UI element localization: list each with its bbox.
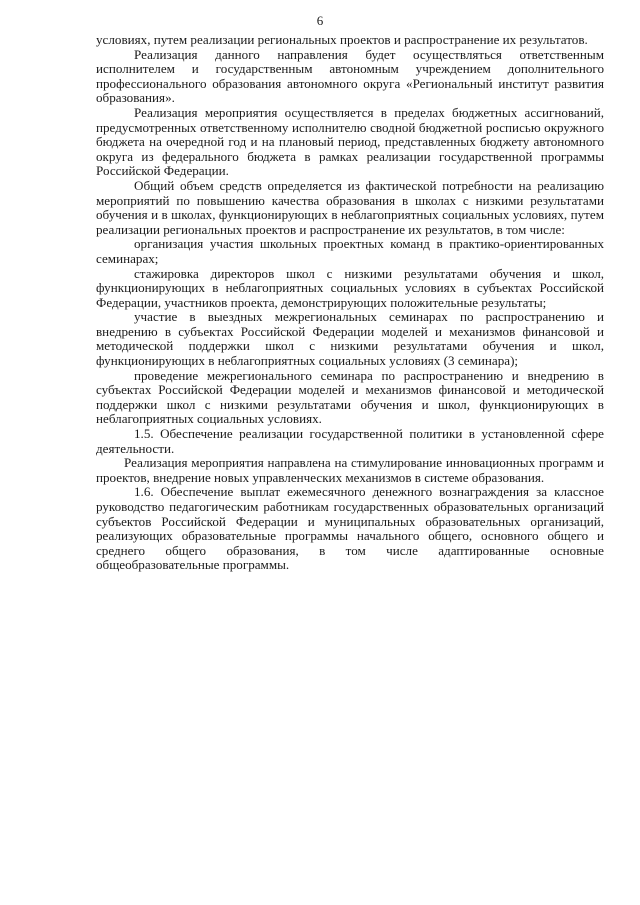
document-body: [96, 33, 604, 573]
page-number: 6: [316, 13, 324, 28]
paragraph: условиях, путем реализации региональных проектов и распространение их результатов.: [96, 32, 588, 47]
list-item: проведение межрегионального семинара по распространению и внедрению в субъектах Российской Федерации моделей и механизмов финансовой и методической поддержки школ с низкими результатами обучения и школ, функционирующих в неблагоприятных социальных условиях.: [96, 367, 604, 427]
list-item: участие в выездных межрегиональных семинарах по распространению и внедрению в субъектах Российской Федерации моделей и механизмов финансовой и методической поддержки школ с низкими результатами обучения и школ, функционирующих в неблагоприятных социальных условиях (3 семинара);: [96, 309, 604, 369]
list-item: стажировка директоров школ с низкими результатами обучения и школ, функционирующих в неблагоприятных социальных условиях в субъектах Российской Федерации, участников проекта, демонстрирующих положительные результаты;: [96, 265, 604, 310]
paragraph: Реализация мероприятия направлена на стимулирование инновационных программ и проектов, внедрение новых управленческих механизмов в системе образования.: [96, 455, 604, 485]
paragraph: Реализация данного направления будет осуществляться ответственным исполнителем и государственным автономным учреждением дополнительного профессионального образования автономного округа «Региональный институт развития образования».: [96, 46, 604, 106]
paragraph: Общий объем средств определяется из фактической потребности на реализацию мероприятий по повышению качества образования в школах с низкими результатами обучения и в школах, функционирующих в неблагоприятных социальных условиях, путем реализации региональных проектов и распространение их результатов, в том числе:: [96, 177, 604, 237]
section-heading: 1.6. Обеспечение выплат ежемесячного денежного вознаграждения за классное руководство педагогическим работникам государственных образовательных организаций субъектов Российской Федерации и муниципальных образовательных организаций, реализующих образовательные программы начального общего, основного общего и среднего общего образования, в том числе адаптированные основные общеобразовательные программы.: [96, 484, 604, 573]
list-item: организация участия школьных проектных команд в практико-ориентированных семинарах;: [96, 236, 604, 266]
paragraph: Реализация мероприятия осуществляется в пределах бюджетных ассигнований, предусмотренных ответственному исполнителю сводной бюджетной росписью окружного бюджета на очередной год и на плановый период, представленных бюджету автономного округа из федерального бюджета в рамках реализации государственной программы Российской Федерации.: [96, 104, 604, 179]
section-heading: 1.5. Обеспечение реализации государственной политики в установленной сфере деятельности.: [96, 426, 604, 456]
